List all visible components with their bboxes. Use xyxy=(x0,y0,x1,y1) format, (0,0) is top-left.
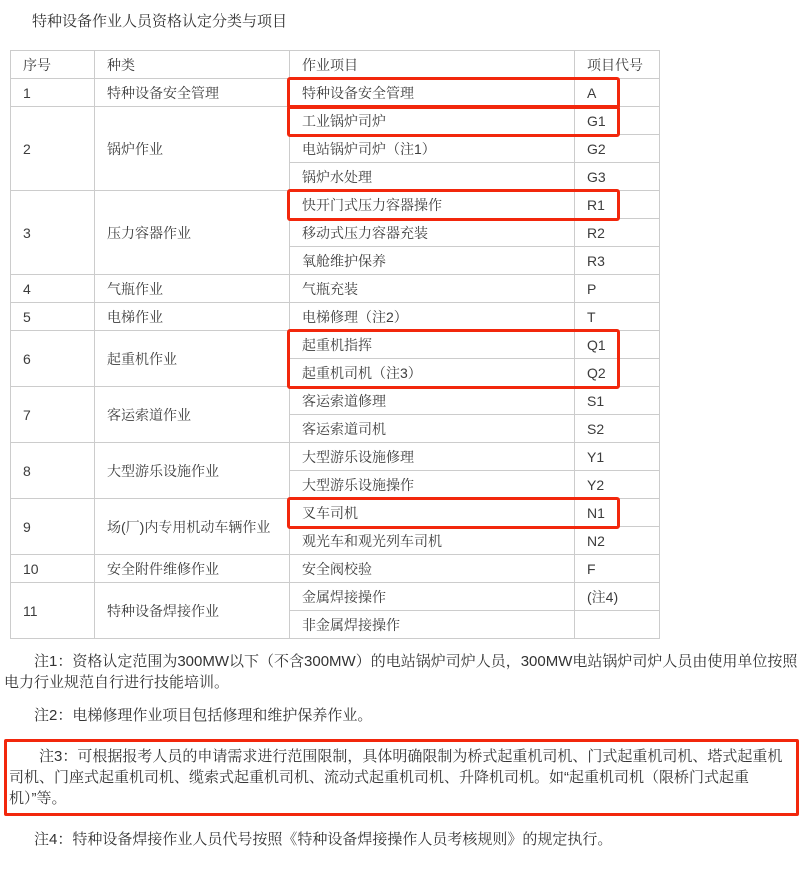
table-row xyxy=(11,499,660,527)
category-cell: 气瓶作业 xyxy=(95,275,290,303)
table-row xyxy=(11,331,660,359)
category-cell: 起重机作业 xyxy=(95,331,290,387)
row-number-cell: 9 xyxy=(11,499,95,555)
table-row xyxy=(11,387,660,415)
category-cell: 场(厂)内专用机动车辆作业 xyxy=(95,499,290,555)
table-row xyxy=(11,79,660,107)
project-cell: 起重机指挥 xyxy=(290,331,575,359)
note-highlighted: 注3：可根据报考人员的申请需求进行范围限制，具体明确限制为桥式起重机司机、门式起重机司机、塔式起重机司机、门座式起重机司机、缆索式起重机司机、流动式起重机司机、升降机司机。如“起重机司机（限桥门式起重机）”等。 xyxy=(4,739,799,816)
project-cell: 大型游乐设施修理 xyxy=(290,443,575,471)
category-cell: 安全附件维修作业 xyxy=(95,555,290,583)
table-row xyxy=(11,107,660,135)
row-number-cell: 5 xyxy=(11,303,95,331)
code-cell: N1 xyxy=(575,499,660,527)
table-header-row xyxy=(11,51,660,79)
category-cell: 大型游乐设施作业 xyxy=(95,443,290,499)
row-number-cell: 7 xyxy=(11,387,95,443)
note: 注4：特种设备焊接作业人员代号按照《特种设备焊接操作人员考核规则》的规定执行。 xyxy=(34,831,613,848)
notes-section xyxy=(4,651,799,850)
code-cell: S2 xyxy=(575,415,660,443)
project-cell: 非金属焊接操作 xyxy=(290,611,575,639)
code-cell: G1 xyxy=(575,107,660,135)
code-cell: R1 xyxy=(575,191,660,219)
row-number-cell: 2 xyxy=(11,107,95,191)
category-cell: 锅炉作业 xyxy=(95,107,290,191)
row-number-cell: 1 xyxy=(11,79,95,107)
category-cell: 电梯作业 xyxy=(95,303,290,331)
project-cell: 金属焊接操作 xyxy=(290,583,575,611)
project-cell: 移动式压力容器充装 xyxy=(290,219,575,247)
code-cell: Q2 xyxy=(575,359,660,387)
code-cell: Y1 xyxy=(575,443,660,471)
code-cell: R3 xyxy=(575,247,660,275)
code-cell: N2 xyxy=(575,527,660,555)
row-number-cell: 8 xyxy=(11,443,95,499)
project-cell: 起重机司机（注3） xyxy=(290,359,575,387)
table-head xyxy=(11,51,660,79)
code-cell: Q1 xyxy=(575,331,660,359)
table-row xyxy=(11,555,660,583)
category-cell: 特种设备焊接作业 xyxy=(95,583,290,639)
category-cell: 特种设备安全管理 xyxy=(95,79,290,107)
code-cell: Y2 xyxy=(575,471,660,499)
column-header: 序号 xyxy=(11,51,95,79)
code-cell xyxy=(575,611,660,639)
project-cell: 观光车和观光列车司机 xyxy=(290,527,575,555)
page xyxy=(0,13,803,850)
project-cell: 大型游乐设施操作 xyxy=(290,471,575,499)
qualification-table xyxy=(10,50,660,639)
code-cell: G3 xyxy=(575,163,660,191)
project-cell: 客运索道司机 xyxy=(290,415,575,443)
note: 注1：资格认定范围为300MW以下（不含300MW）的电站锅炉司炉人员，300MW电站锅炉司炉人员由使用单位按照电力行业规范自行进行技能培训。 xyxy=(4,653,798,691)
project-cell: 客运索道修理 xyxy=(290,387,575,415)
code-cell: A xyxy=(575,79,660,107)
project-cell: 特种设备安全管理 xyxy=(290,79,575,107)
project-cell: 工业锅炉司炉 xyxy=(290,107,575,135)
code-cell: (注4) xyxy=(575,583,660,611)
project-cell: 电站锅炉司炉（注1） xyxy=(290,135,575,163)
code-cell: R2 xyxy=(575,219,660,247)
category-cell: 客运索道作业 xyxy=(95,387,290,443)
table-row xyxy=(11,275,660,303)
project-cell: 氧舱维护保养 xyxy=(290,247,575,275)
table-row xyxy=(11,443,660,471)
project-cell: 气瓶充装 xyxy=(290,275,575,303)
table-row xyxy=(11,191,660,219)
table-body xyxy=(11,79,660,639)
project-cell: 叉车司机 xyxy=(290,499,575,527)
category-cell: 压力容器作业 xyxy=(95,191,290,275)
code-cell: F xyxy=(575,555,660,583)
page-title: 特种设备作业人员资格认定分类与项目 xyxy=(32,13,288,30)
table-row xyxy=(11,303,660,331)
code-cell: P xyxy=(575,275,660,303)
code-cell: S1 xyxy=(575,387,660,415)
column-header: 作业项目 xyxy=(290,51,575,79)
project-cell: 快开门式压力容器操作 xyxy=(290,191,575,219)
row-number-cell: 3 xyxy=(11,191,95,275)
row-number-cell: 11 xyxy=(11,583,95,639)
code-cell: G2 xyxy=(575,135,660,163)
column-header: 种类 xyxy=(95,51,290,79)
code-cell: T xyxy=(575,303,660,331)
row-number-cell: 10 xyxy=(11,555,95,583)
note: 注2：电梯修理作业项目包括修理和维护保养作业。 xyxy=(34,707,373,724)
table-row xyxy=(11,583,660,611)
project-cell: 安全阀校验 xyxy=(290,555,575,583)
table-wrap xyxy=(10,50,665,639)
project-cell: 电梯修理（注2） xyxy=(290,303,575,331)
row-number-cell: 6 xyxy=(11,331,95,387)
column-header: 项目代号 xyxy=(575,51,660,79)
project-cell: 锅炉水处理 xyxy=(290,163,575,191)
row-number-cell: 4 xyxy=(11,275,95,303)
